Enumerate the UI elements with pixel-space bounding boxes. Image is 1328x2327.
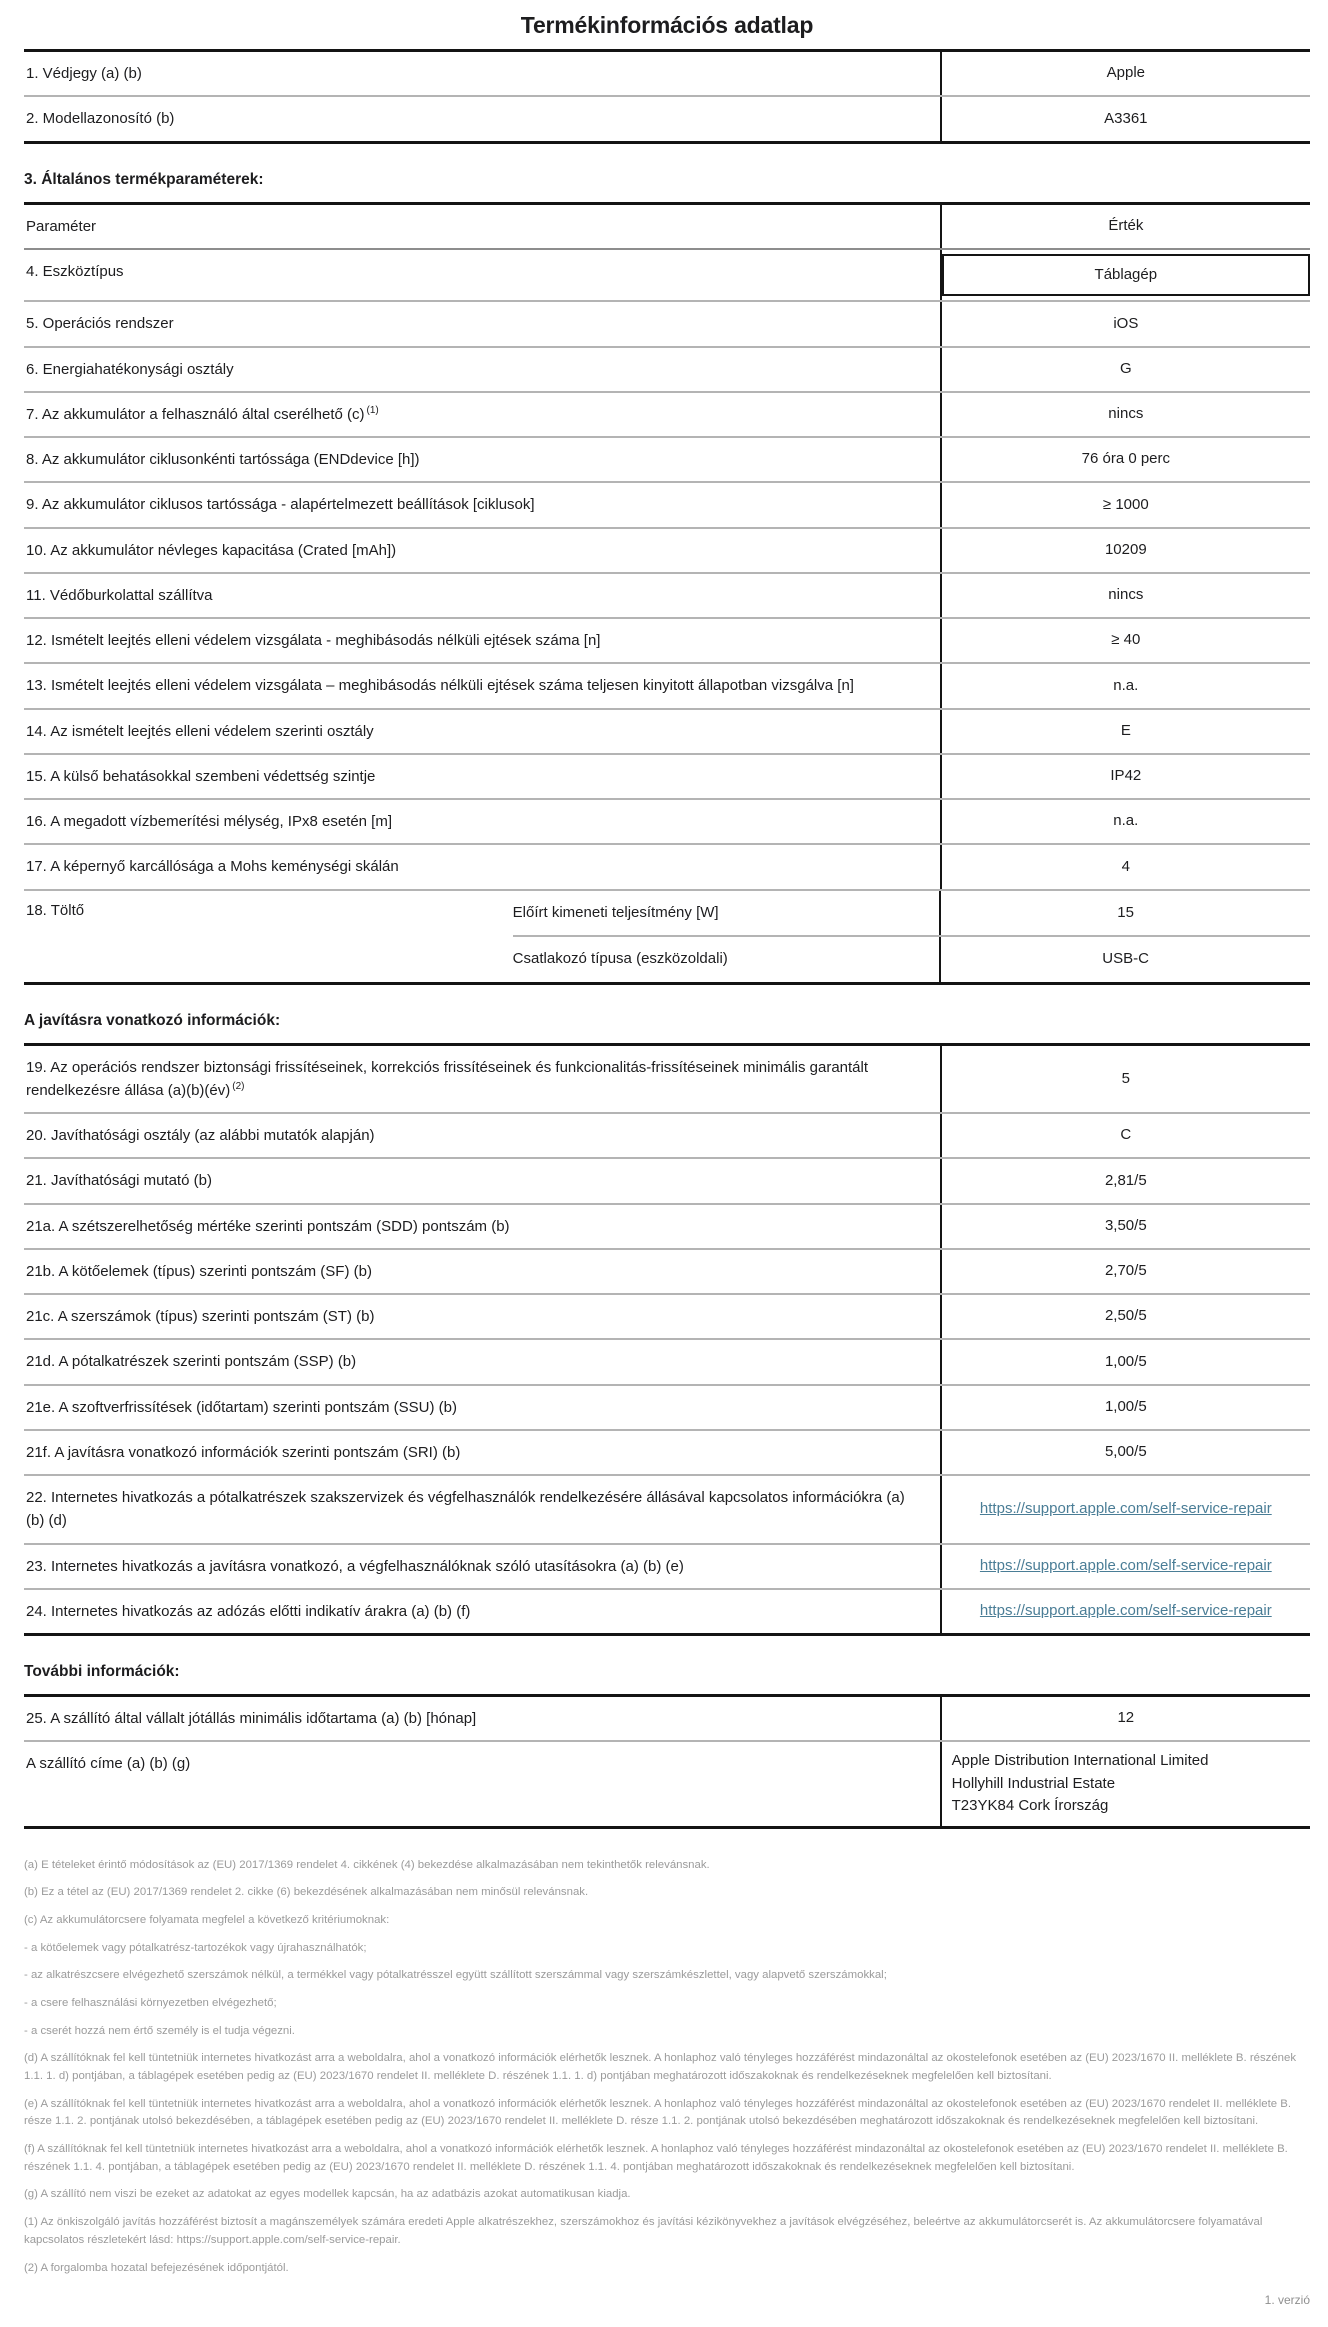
table-row — [24, 436, 1310, 481]
footnote: (2) A forgalomba hozatal befejezésének időpontjától. — [24, 2261, 289, 2274]
row-value: 5,00/5 — [940, 1431, 1310, 1474]
row-value: IP42 — [940, 755, 1310, 798]
row-value: C — [940, 1114, 1310, 1157]
row-label: 17. A képernyő karcállósága a Mohs keménységi skálán — [26, 858, 399, 876]
table-row — [24, 95, 1310, 140]
row-label: 18. Töltő — [26, 901, 85, 919]
table-row — [24, 248, 1310, 301]
footnote: (d) A szállítóknak fel kell tüntetniük internetes hivatkozást arra a weboldalra, ahol a vonatkozó információk elérhetők lesznek. A honlaphoz való tényleges hozzáférést mindazonáltal az okostelefonok esetében az (EU) 2023/1670 II. melléklete B. részének 1.1. 1. d) pontjában, a táblagépek esetében pedig az (EU) 2023/1670 rendelet II. melléklete D. részének 1.1. 1. d) pontjában meghatározott időszakoknak és rendelkezéseknek megfelelően kell biztosítani. — [24, 2052, 1297, 2083]
row-label: 15. A külső behatásokkal szembeni védettség szintje — [26, 767, 376, 785]
row-value: 5 — [940, 1046, 1310, 1113]
highlighted-value-box: Táblagép — [942, 254, 1310, 297]
table-row — [24, 481, 1310, 526]
row-value-cell — [940, 1476, 1310, 1543]
row-label: 1. Védjegy (a) (b) — [26, 65, 142, 82]
table-row — [24, 1293, 1310, 1338]
row-value-cell — [940, 1545, 1310, 1588]
table-row — [24, 1046, 1310, 1113]
supplier-address — [940, 1742, 1310, 1826]
row-label: 21b. A kötőelemek (típus) szerinti pontszám (SF) (b) — [26, 1262, 372, 1280]
footnote: - a csere felhasználási környezetben elvégezhető; — [24, 1997, 277, 2010]
row-label: 19. Az operációs rendszer biztonsági frissítéseinek, korrekciós frissítéseinek és funkcionalitás-frissítéseinek minimális garantált rendelkezésre állása (a)(b)(év) $^{(2)}$ — [26, 1058, 869, 1099]
table-row — [24, 798, 1310, 843]
charger-subtable — [513, 891, 1310, 982]
page-title: Termékinformációs adatlap — [520, 12, 814, 38]
table-row — [24, 1157, 1310, 1202]
footnote: - a cserét hozzá nem értő személy is el tudja végezni. — [24, 2024, 295, 2037]
footnote: (c) Az akkumulátorcsere folyamata megfelel a következő kritériumoknak: — [24, 1914, 390, 1927]
row-value: A3361 — [940, 97, 1310, 140]
row-value: Apple — [940, 52, 1310, 95]
row-value: ≥ 1000 — [940, 483, 1310, 526]
row-value: 76 óra 0 perc — [940, 438, 1310, 481]
table-row — [24, 617, 1310, 662]
row-value: 15 — [939, 891, 1310, 936]
row-label: 10. Az akkumulátor névleges kapacitása (Crated [mAh]) — [26, 541, 397, 559]
footnote: (g) A szállító nem viszi be ezeket az adatokat az egyes modellek kapcsán, ha az adatbázis azokat automatikusan kiadja. — [24, 2188, 631, 2201]
row-label: 9. Az akkumulátor ciklusos tartóssága - alapértelmezett beállítások [ciklusok] — [26, 496, 535, 514]
table-row — [24, 391, 1310, 436]
footnote: (e) A szállítóknak fel kell tüntetniük internetes hivatkozást arra a weboldalra, ahol a vonatkozó információk elérhetők lesznek. A honlaphoz való tényleges hozzáférést mindazonáltal az okostelefonok esetében az (EU) 2023/1670 rendelet II. melléklete B. része 1.1. 2. pontjának utolsó bekezdésében, a táblagépek esetében pedig az (EU) 2023/1670 rendelet II. melléklete D. része 1.1. 2. pontjának utolsó bekezdésében meghatározott időszakoknak és rendelkezéseknek megfelelően kell biztosítani. — [24, 2097, 1291, 2128]
row-value: iOS — [940, 302, 1310, 345]
row-value-cell — [940, 1590, 1310, 1633]
charger-row — [24, 889, 1310, 982]
row-value: E — [940, 710, 1310, 753]
row-value: nincs — [940, 574, 1310, 617]
table-row — [24, 1740, 1310, 1826]
id-table — [24, 49, 1310, 144]
table-row — [24, 52, 1310, 95]
table-row — [24, 572, 1310, 617]
row-label: 21a. A szétszerelhetőség mértéke szerinti pontszám (SDD) pontszám (b) — [26, 1217, 510, 1235]
row-label: 25. A szállító által vállalt jótállás minimális időtartama (a) (b) [hónap] — [26, 1710, 477, 1727]
footnote-ref: (1) — [366, 404, 379, 416]
row-label: 21d. A pótalkatrészek szerinti pontszám (SSP) (b) — [26, 1353, 357, 1371]
supplier-address-line: Hollyhill Industrial Estate — [951, 1774, 1116, 1792]
table-row — [24, 346, 1310, 391]
sub-row-label: Csatlakozó típusa (eszközoldali) — [512, 950, 728, 967]
table-row — [24, 1384, 1310, 1429]
row-label: 14. Az ismételt leejtés elleni védelem szerinti osztály — [26, 722, 374, 740]
table-row — [24, 753, 1310, 798]
row-value: 1,00/5 — [940, 1340, 1310, 1383]
table-header-row — [24, 205, 1310, 248]
table-row — [24, 1248, 1310, 1293]
row-label: 21c. A szerszámok (típus) szerinti pontszám (ST) (b) — [26, 1308, 375, 1325]
row-label: 21e. A szoftverfrissítések (időtartam) szerinti pontszám (SSU) (b) — [26, 1398, 457, 1416]
repair-table — [24, 1043, 1310, 1637]
row-label: 16. A megadott vízbemerítési mélység, IPx8 esetén [m] — [26, 813, 393, 830]
table-row — [24, 1112, 1310, 1157]
row-label: 22. Internetes hivatkozás a pótalkatrészek szakszervizek és végfelhasználók rendelkezésére állásával kapcsolatos információkra (a) (b) (d) — [26, 1489, 905, 1530]
row-value: USB-C — [939, 937, 1310, 982]
table-row — [24, 300, 1310, 345]
row-label: 5. Operációs rendszer — [26, 315, 174, 333]
footnote: (f) A szállítóknak fel kell tüntetniük internetes hivatkozást arra a weboldalra, ahol a vonatkozó információk elérhetők lesznek. A honlaphoz való tényleges hozzáférést mindazonáltal az okostelefonok esetében az (EU) 2023/1670 rendelet II. melléklete B. részének 1.1. 4. pontjában, a táblagépek esetében pedig az (EU) 2023/1670 rendelet II. melléklete D. részének 1.1. 4. pontjában meghatározott időszakoknak és rendelkezéseknek megfelelően kell biztosítani. — [24, 2143, 1288, 2173]
row-value: ≥ 40 — [940, 619, 1310, 662]
row-value: 1,00/5 — [940, 1386, 1310, 1429]
table-row — [24, 1588, 1310, 1633]
footnote-ref: (2) — [232, 1080, 245, 1092]
row-value: nincs — [940, 393, 1310, 436]
table-row — [24, 1474, 1310, 1543]
section-heading-additional: További információk: — [24, 1663, 180, 1680]
charger-sub-row — [513, 891, 1310, 936]
table-row — [24, 1543, 1310, 1588]
row-value: 2,70/5 — [940, 1250, 1310, 1293]
column-header-value: Érték — [940, 205, 1310, 248]
version-label: 1. verzió — [1264, 2293, 1310, 2308]
table-row — [24, 1203, 1310, 1248]
row-label: 11. Védőburkolattal szállítva — [26, 586, 213, 604]
row-label: 7. Az akkumulátor a felhasználó által cserélhető (c) $^{(1)}$ — [26, 404, 379, 423]
row-label: 24. Internetes hivatkozás az adózás előtti indikatív árakra (a) (b) (f) — [26, 1602, 471, 1620]
footnote: (b) Ez a tétel az (EU) 2017/1369 rendelet 2. cikke (6) bekezdésének alkalmazásában nem minősül relevánsnak. — [24, 1886, 589, 1899]
row-value: 3,50/5 — [940, 1205, 1310, 1248]
table-row — [24, 708, 1310, 753]
supplier-address-line: T23YK84 Cork Írország — [951, 1797, 1109, 1815]
support-link[interactable]: https://support.apple.com/self-service-repair — [979, 1556, 1272, 1574]
table-row — [24, 1697, 1310, 1740]
row-label: 2. Modellazonosító (b) — [26, 110, 175, 128]
row-label: 13. Ismételt leejtés elleni védelem vizsgálata – meghibásodás nélküli ejtések száma teljesen kinyitott állapotban vizsgálva [n] — [26, 677, 854, 695]
supplier-address-line: Apple Distribution International Limited — [951, 1752, 1209, 1770]
table-row — [24, 1338, 1310, 1383]
general-table — [24, 202, 1310, 985]
footnote: - a kötőelemek vagy pótalkatrész-tartozékok vagy újrahasználhatók; — [24, 1941, 367, 1954]
row-label: 8. Az akkumulátor ciklusonkénti tartóssága (ENDdevice [h]) — [26, 451, 420, 468]
row-value: 12 — [940, 1697, 1310, 1740]
footnote: (a) E tételeket érintő módosítások az (EU) 2017/1369 rendelet 4. cikkének (4) bekezdése alkalmazásában nem tekinthetők relevánsnak. — [24, 1858, 710, 1871]
row-label: 20. Javíthatósági osztály (az alábbi mutatók alapján) — [26, 1127, 375, 1144]
table-row — [24, 662, 1310, 707]
row-label: 4. Eszköztípus — [26, 262, 124, 280]
row-value: 4 — [940, 845, 1310, 888]
row-label: A szállító címe (a) (b) (g) — [26, 1755, 191, 1773]
row-value: 10209 — [940, 529, 1310, 572]
support-link[interactable]: https://support.apple.com/self-service-repair — [979, 1500, 1272, 1517]
section-heading-general: 3. Általános termékparaméterek: — [24, 170, 264, 188]
column-header-param: Paraméter — [26, 217, 97, 235]
row-value: G — [940, 348, 1310, 391]
table-row — [24, 527, 1310, 572]
row-label: 23. Internetes hivatkozás a javításra vonatkozó, a végfelhasználóknak szóló utasításokra (a) (b) (e) — [26, 1557, 684, 1575]
row-value: n.a. — [940, 664, 1310, 707]
section-heading-repair: A javításra vonatkozó információk: — [24, 1011, 281, 1029]
row-value: n.a. — [940, 800, 1310, 843]
row-value: 2,50/5 — [940, 1295, 1310, 1338]
row-label: 21f. A javításra vonatkozó információk szerinti pontszám (SRI) (b) — [26, 1443, 461, 1461]
sub-row-label: Előírt kimeneti teljesítmény [W] — [512, 903, 719, 921]
table-row — [24, 1429, 1310, 1474]
row-label: 6. Energiahatékonysági osztály — [26, 360, 234, 378]
charger-sub-row — [513, 935, 1310, 982]
footnote: - az alkatrészcsere elvégezhető szerszámok nélkül, a termékkel vagy pótalkatrésszel együtt szállított szerszámmal vagy szerszámkészlettel, vagy alapvető szerszámokkal; — [24, 1969, 887, 1982]
row-label: 12. Ismételt leejtés elleni védelem vizsgálata - meghibásodás nélküli ejtések száma [n] — [26, 632, 601, 649]
footnotes-block — [24, 1857, 1310, 2277]
table-row — [24, 843, 1310, 888]
support-link[interactable]: https://support.apple.com/self-service-repair — [979, 1602, 1272, 1620]
row-label: 21. Javíthatósági mutató (b) — [26, 1172, 212, 1190]
row-value-cell — [940, 250, 1310, 301]
row-value: 2,81/5 — [940, 1159, 1310, 1202]
footnote: (1) Az önkiszolgáló javítás hozzáférést biztosít a magánszemélyek számára eredeti Apple alkatrészekhez, szerszámokhoz és javítási kézikönyvekhez a javítások elvégzéséhez, beleértve az akkumulátorcserét is. Az akkumulátorcsere folyamatával kapcsolatos részletekért lásd: https://support.apple.com/self-service-repair. — [24, 2216, 1263, 2246]
additional-table — [24, 1694, 1310, 1829]
